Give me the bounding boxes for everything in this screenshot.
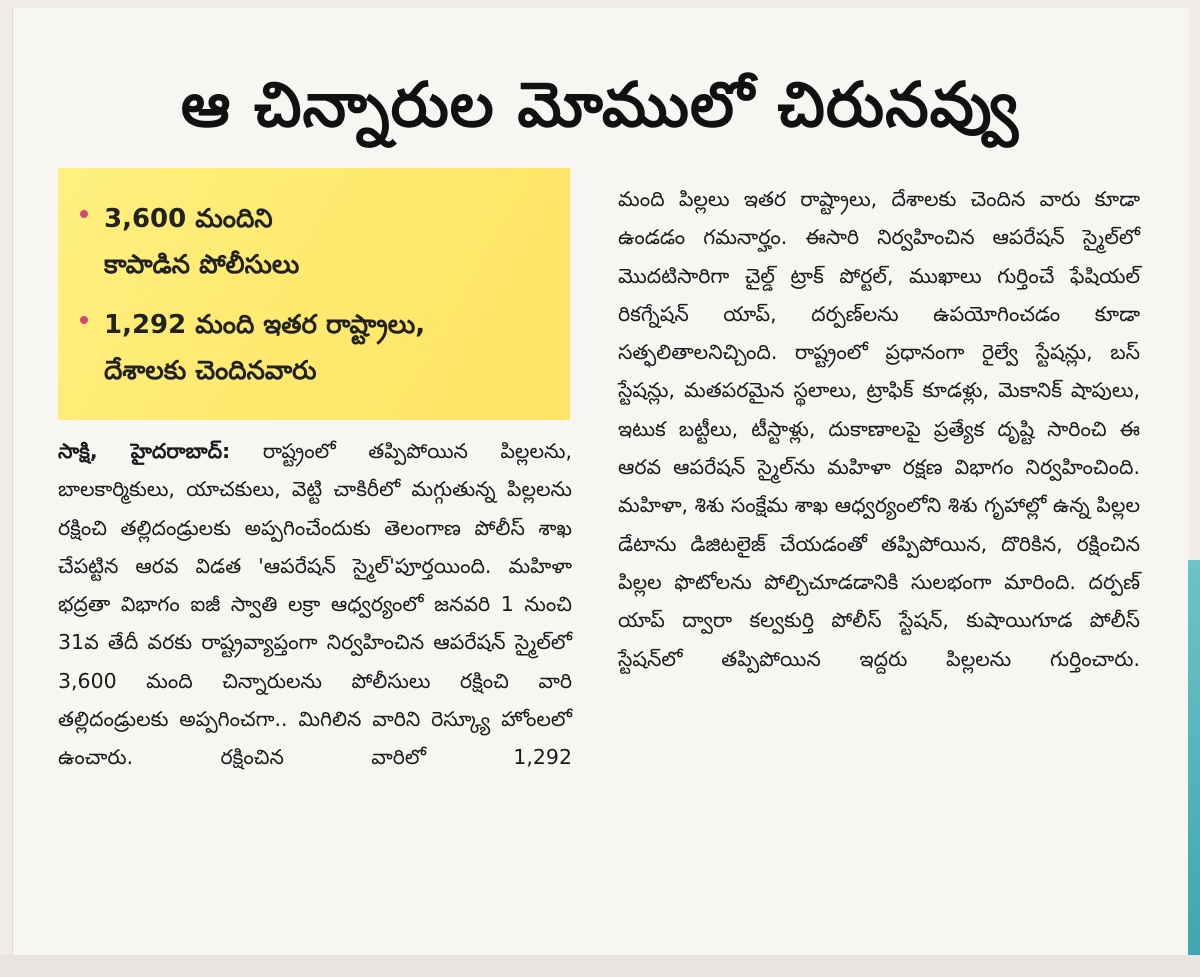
- article-column-left: [58, 432, 572, 942]
- edge-strip: [1188, 560, 1200, 977]
- article-column-right: [618, 180, 1140, 940]
- highlight-text: 1,292 మంది ఇతర రాష్ట్రాలు, దేశాలకు చెందినవారు: [104, 310, 426, 386]
- bullet-icon: [80, 210, 88, 218]
- highlight-item: [80, 196, 548, 288]
- dateline: సాక్షి, హైదరాబాద్:: [58, 439, 231, 463]
- article-text-left: రాష్ట్రంలో తప్పిపోయిన పిల్లలను, బాలకార్మికులు, యాచకులు, వెట్టి చాకిరీలో మగ్గుతున్న పిల్లలను రక్షించి తల్లిదండ్రులకు అప్పగించేందుకు తెలంగాణ పోలీస్ శాఖ చేపట్టిన ఆరవ విడత 'ఆపరేషన్ స్మైల్'పూర్తయింది. మహిళా భద్రతా విభాగం ఐజీ స్వాతి లక్రా ఆధ్వర్యంలో జనవరి 1 నుంచి 31వ తేదీ వరకు రాష్ట్రవ్యాప్తంగా నిర్వహించిన ఆపరేషన్ స్మైల్‌లో 3,600 మంది చిన్నారులను పోలీసులు రక్షించి వారి తల్లిదండ్రులకు అప్పగించగా.. మిగిలిన వారిని రెస్క్యూ హోంలలో ఉంచారు. రక్షించిన వారిలో 1,292: [58, 439, 572, 770]
- bottom-margin: [0, 955, 1200, 977]
- headline: ఆ చిన్నారుల మోములో చిరునవ్వు: [180, 68, 1020, 141]
- highlight-text: 3,600 మందిని కాపాడిన పోలీసులు: [104, 204, 300, 280]
- highlight-box: [58, 168, 570, 420]
- bullet-icon: [80, 316, 88, 324]
- highlight-item: [80, 302, 548, 394]
- article-text-right: మంది పిల్లలు ఇతర రాష్ట్రాలు, దేశాలకు చెందిన వారు కూడా ఉండడం గమనార్హం. ఈసారి నిర్వహించిన ఆపరేషన్ స్మైల్‌లో మొదటిసారిగా చైల్డ్ ట్రాక్ పోర్టల్, ముఖాలు గుర్తించే ఫేషియల్ రికగ్నేషన్ యాప్, దర్పణ్‌లను ఉపయోగించడం కూడా సత్ఫలితాలనిచ్చింది. రాష్ట్రంలో ప్రధానంగా రైల్వే స్టేషన్లు, బస్ స్టేషన్లు, మతపరమైన స్థలాలు, ట్రాఫిక్ కూడళ్లు, మెకానిక్ షాపులు, ఇటుక బట్టీలు, టీస్టాళ్లు, దుకాణాలపై ప్రత్యేక దృష్టి సారించి ఈ ఆరవ ఆపరేషన్ స్మైల్‌ను మహిళా రక్షణ విభాగం నిర్వహించింది. మహిళా, శిశు సంక్షేమ శాఖ ఆధ్వర్యంలోని శిశు గృహాల్లో ఉన్న పిల్లల డేటాను డిజిటలైజ్ చేయడంతో తప్పిపోయిన, దొరికిన, రక్షించిన పిల్లల ఫొటోలను పోల్చిచూడడానికి సులభంగా మారింది. దర్పణ్ యాప్ ద్వారా కల్వకుర్తి పోలీస్ స్టేషన్, కుషాయిగూడ పోలీస్ స్టేషన్‌లో తప్పిపోయిన ఇద్దరు పిల్లలను గుర్తించారు.: [618, 187, 1140, 671]
